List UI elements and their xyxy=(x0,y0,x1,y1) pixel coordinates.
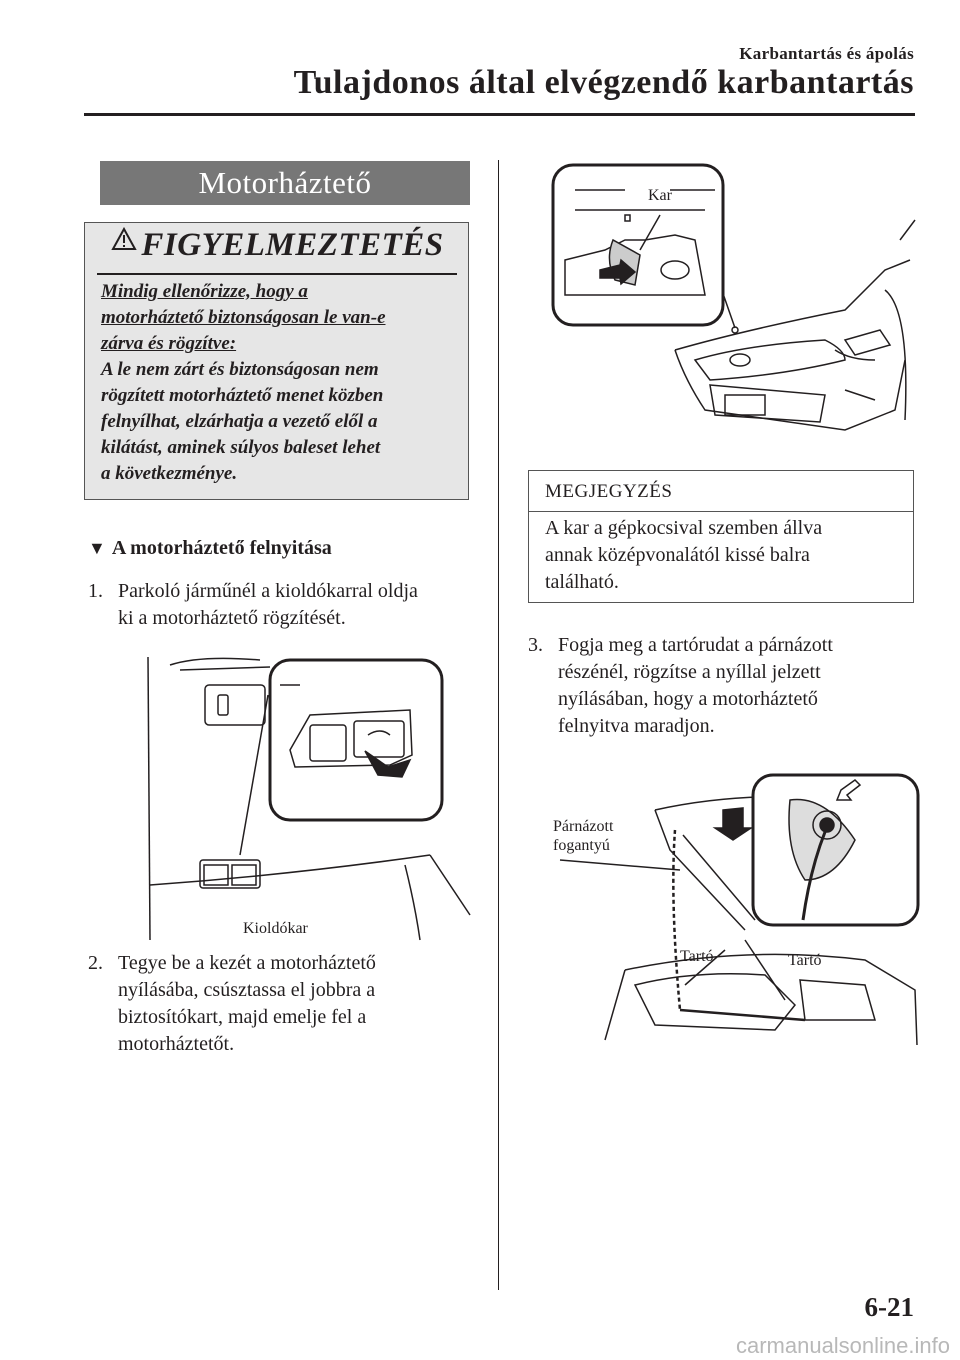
step-line: részénél, rögzítse a nyíllal jelzett xyxy=(558,661,821,683)
step-1 xyxy=(88,578,478,638)
note-line: A kar a gépkocsival szemben állva xyxy=(545,517,823,539)
release-lever-figure xyxy=(140,655,475,945)
step-line: felnyitva maradjon. xyxy=(558,715,715,737)
note-line: annak középvonalától kissé balra xyxy=(545,544,810,566)
hood-latch-figure xyxy=(545,160,920,450)
topic-banner: Motorháztető xyxy=(100,161,470,205)
subheading-marker: ▼ xyxy=(88,538,106,558)
step-text xyxy=(118,578,418,632)
step-3 xyxy=(528,632,928,742)
warning-text xyxy=(101,279,456,487)
warning-line: felnyílhat, elzárhatja a vezető elől a xyxy=(101,411,378,432)
subheading-text: A motorháztető felnyitása xyxy=(111,537,332,559)
step-line: motorháztetőt. xyxy=(118,1033,235,1055)
note-rule xyxy=(529,511,913,512)
step-line: Parkoló járműnél a kioldókarral oldja xyxy=(118,580,418,602)
step-line: biztosítókart, majd emelje fel a xyxy=(118,1006,367,1028)
step-number: 2. xyxy=(88,952,103,974)
step-line: Fogja meg a tartórudat a párnázott xyxy=(558,634,833,656)
note-line: található. xyxy=(545,571,619,593)
step-text xyxy=(558,632,833,740)
warning-line: a következménye. xyxy=(101,463,238,484)
header-rule xyxy=(84,113,915,116)
step-line: nyílásába, csúsztassa el jobbra a xyxy=(118,979,376,1001)
page-title: Tulajdonos által elvégzendő karbantartás xyxy=(293,64,914,101)
step-line: Tegye be a kezét a motorháztető xyxy=(118,952,376,974)
step-text xyxy=(118,950,376,1058)
note-text xyxy=(545,515,822,596)
column-divider xyxy=(498,160,499,1290)
step-number: 3. xyxy=(528,634,543,656)
warning-line: rögzített motorháztető menet közben xyxy=(101,385,384,406)
warning-line: zárva és rögzítve: xyxy=(101,333,237,354)
warning-line: motorháztető biztonságosan le van-e xyxy=(101,307,386,328)
step-number: 1. xyxy=(88,580,103,602)
warning-line: Mindig ellenőrizze, hogy a xyxy=(101,281,308,302)
warning-line: A le nem zárt és biztonságosan nem xyxy=(101,359,379,380)
subheading xyxy=(88,537,332,560)
release-lever-label: Kioldókar xyxy=(243,920,308,937)
step-2 xyxy=(88,950,478,1060)
warning-triangle-icon xyxy=(111,227,137,258)
watermark: carmanualsonline.info xyxy=(735,1333,950,1358)
warning-rule xyxy=(97,273,457,275)
step-line: ki a motorháztető rögzítését. xyxy=(118,607,346,629)
note-heading: MEGJEGYZÉS xyxy=(545,481,673,502)
note-box xyxy=(528,470,914,603)
warning-box xyxy=(84,222,469,500)
hood-support-figure xyxy=(545,770,925,1060)
support-label-holder-2: Tartó xyxy=(788,952,822,969)
support-label-padded-2: fogantyú xyxy=(553,837,610,854)
page-number: 6-21 xyxy=(864,1292,914,1322)
warning-line: kilátást, aminek súlyos baleset lehet xyxy=(101,437,381,458)
hood-latch-label: Kar xyxy=(648,187,672,204)
warning-heading xyxy=(85,227,470,264)
section-label: Karbantartás és ápolás xyxy=(739,44,914,63)
warning-heading-text: FIGYELMEZTETÉS xyxy=(141,227,444,263)
support-label-holder-1: Tartó xyxy=(680,948,714,965)
support-label-padded-1: Párnázott xyxy=(553,818,614,835)
step-line: nyílásában, hogy a motorháztető xyxy=(558,688,818,710)
